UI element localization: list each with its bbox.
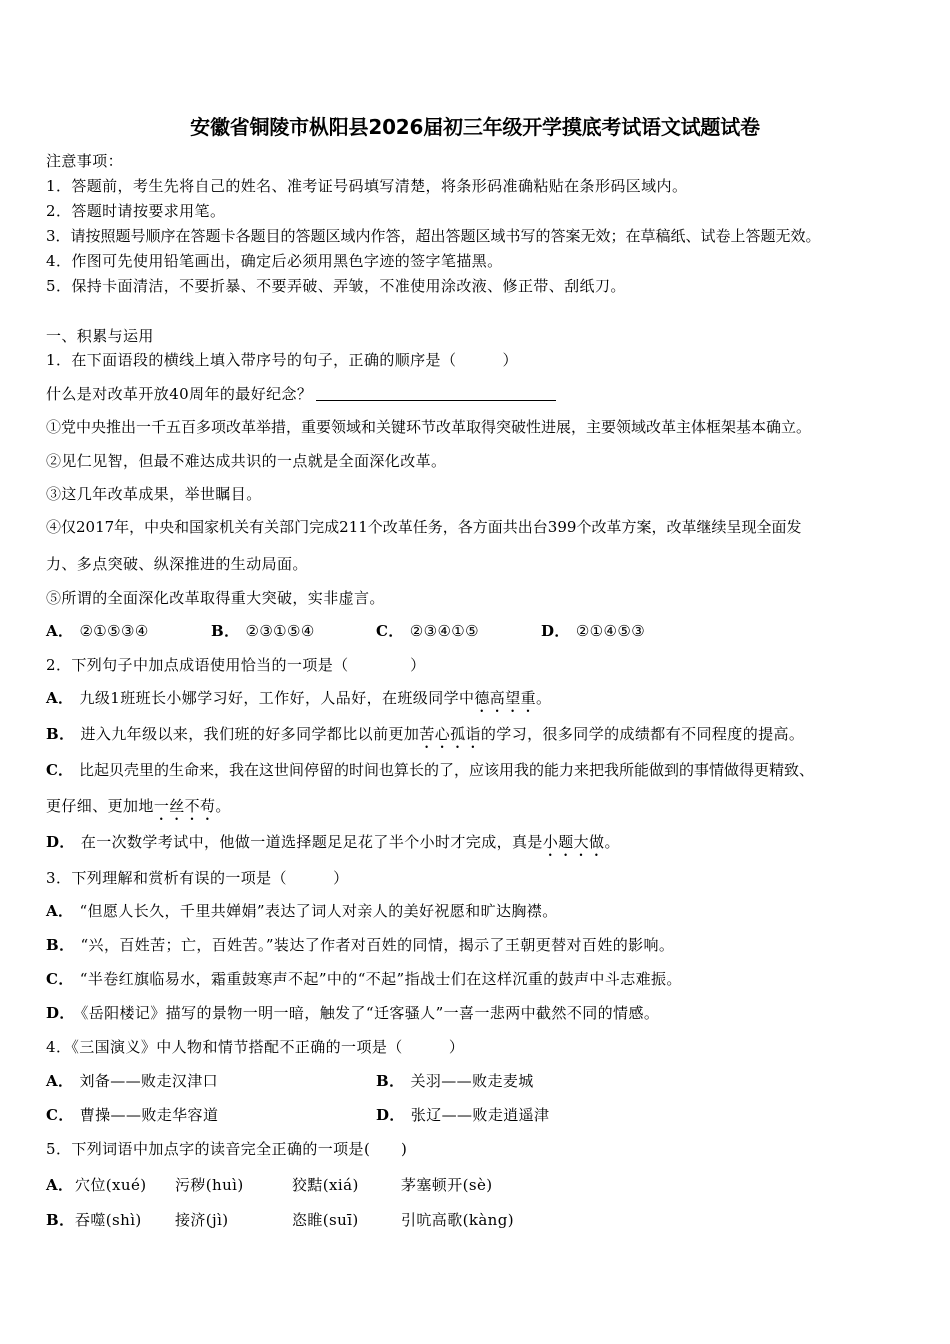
q1-option-b: B． ②③①⑤④ [211,622,315,640]
q2-idiom-d: 小题大做 [542,833,605,851]
q4-option-c: C． 曹操——败走华容道 [46,1106,219,1124]
q1-option-a: A． ②①⑤③④ [46,622,149,640]
q2-option-d: D． 在一次数学考试中，他做一道选择题足足花了半个小时才完成，真是小题大做。 [46,833,620,851]
q3-option-c: C． “半卷红旗临易水，霜重鼓寒声不起”中的“不起”指战士们在这样沉重的鼓声中斗志难振。 [46,970,682,988]
q2-stem: 2．下列句子中加点成语使用恰当的一项是（ ） [46,656,426,674]
q5-stem: 5．下列词语中加点字的读音完全正确的一项是( ) [46,1140,408,1158]
q3-stem: 3．下列理解和赏析有误的一项是（ ） [46,869,349,887]
q4-option-b: B． 关羽——败走麦城 [376,1072,534,1090]
q2-idiom-c: 一丝不苟 [153,797,216,815]
q5-b-word-2: 接济(jì) [175,1211,229,1229]
exam-title: 安徽省铜陵市枞阳县2026届初三年级开学摸底考试语文试题试卷 [190,115,760,139]
q4-option-d: D． 张辽——败走逍遥津 [376,1106,550,1124]
q1-sentence-4b: 力、多点突破、纵深推进的生动局面。 [46,555,308,573]
q3-option-b: B． “兴，百姓苦；亡，百姓苦。”装达了作者对百姓的同情，揭示了王朝更替对百姓的影响。 [46,936,675,954]
q1-sentence-1: ①党中央推出一千五百多项改革举措，重要领域和关键环节改革取得突破性进展，主要领域改革主体框架基本确立。 [46,418,812,436]
section-heading: 一、积累与运用 [46,327,154,345]
q1-prompt: 什么是对改革开放40周年的最好纪念？ [46,385,313,403]
q5-a-word-2: 污秽(huì) [175,1176,244,1194]
q1-answer-blank [316,385,556,401]
q5-b-word-3: 恣睢(suī) [292,1211,359,1229]
q5-a-word-4: 茅塞顿开(sè) [401,1176,493,1194]
q5-a-word-3: 狡黠(xiá) [292,1176,359,1194]
q2-idiom-a: 德高望重 [474,689,537,707]
q1-sentence-5: ⑤所谓的全面深化改革取得重大突破，实非虚言。 [46,589,385,607]
q2-option-c-line1: C． 比起贝壳里的生命来，我在这世间停留的时间也算长的了，应该用我的能力来把我所能做到的事情做得更精致、 [46,761,814,779]
notice-item-5: 5．保持卡面清洁，不要折暴、不要弄破、弄皱，不准使用涂改液、修正带、刮纸刀。 [46,277,626,295]
q2-idiom-b: 苦心孤诣 [419,725,481,743]
q2-option-c-line2: 更仔细、更加地一丝不苟。 [46,797,231,815]
notice-item-4: 4．作图可先使用铅笔画出，确定后必须用黑色字迹的签字笔描黑。 [46,252,503,270]
q4-option-a: A． 刘备——败走汉津口 [46,1072,219,1090]
q5-option-a-label: A． [46,1176,74,1194]
q2-option-a: A． 九级1班班长小娜学习好，工作好，人品好，在班级同学中德高望重。 [46,689,552,707]
q1-prompt-line [46,384,556,404]
q1-option-d: D． ②①④⑤③ [541,622,646,640]
q1-sentence-2: ②见仁见智，但最不难达成共识的一点就是全面深化改革。 [46,452,447,470]
q1-sentence-4a: ④仅2017年，中央和国家机关有关部门完成211个改革任务，各方面共出台399个改革方案，改革继续呈现全面发 [46,518,802,536]
q1-stem: 1．在下面语段的横线上填入带序号的句子，正确的顺序是（ ） [46,351,518,369]
q1-option-c: C． ②③④①⑤ [376,622,479,640]
q3-option-d: D． 《岳阳楼记》描写的景物一明一暗，触发了“迁客骚人”一喜一悲两中截然不同的情感。 [46,1004,660,1022]
notice-heading: 注意事项： [46,152,124,170]
q1-sentence-3: ③这几年改革成果，举世瞩目。 [46,485,262,503]
q2-option-b: B． 进入九年级以来，我们班的好多同学都比以前更加苦心孤诣的学习，很多同学的成绩都有不同程度的提高。 [46,725,805,743]
q5-b-word-4: 引吭高歌(kàng) [401,1211,514,1229]
q5-a-word-1: 穴位(xué) [75,1176,147,1194]
notice-item-2: 2．答题时请按要求用笔。 [46,202,226,220]
notice-item-3: 3．请按照题号顺序在答题卡各题目的答题区域内作答，超出答题区域书写的答案无效；在草稿纸、试卷上答题无效。 [46,227,821,245]
q4-stem: 4．《三国演义》中人物和情节搭配不正确的一项是（ ） [46,1038,465,1056]
notice-item-1: 1．答题前，考生先将自己的姓名、准考证号码填写清楚，将条形码准确粘贴在条形码区域内。 [46,177,688,195]
q5-option-b-label: B． [46,1211,75,1229]
q5-b-word-1: 吞噬(shì) [75,1211,142,1229]
q3-option-a: A． “但愿人长久，千里共婵娟”表达了词人对亲人的美好祝愿和旷达胸襟。 [46,902,558,920]
